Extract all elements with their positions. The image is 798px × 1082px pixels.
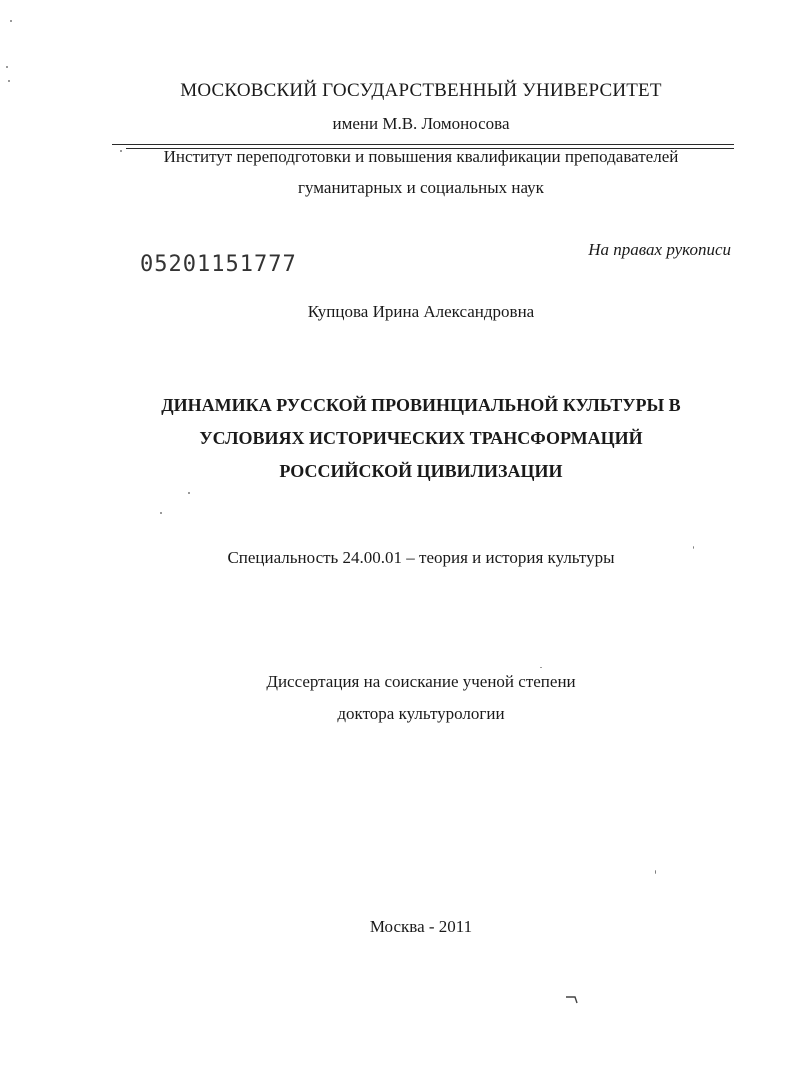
scan-speck	[8, 80, 10, 82]
institute-name-line-1: Институт переподготовки и повышения квалификации преподавателей	[163, 147, 679, 166]
scan-speck	[120, 150, 122, 152]
institute-name-line-2: гуманитарных и социальных наук	[298, 178, 544, 197]
university-named-after: имени М.В. Ломоносова	[332, 114, 510, 133]
scan-speck	[540, 667, 542, 668]
degree-line-1: Диссертация на соискание ученой степени	[266, 672, 576, 691]
header-rule-top	[112, 144, 734, 145]
scan-speck	[6, 66, 8, 68]
dissertation-title	[22, 389, 798, 488]
university-name: МОСКОВСКИЙ ГОСУДАРСТВЕННЫЙ УНИВЕРСИТЕТ	[180, 80, 662, 101]
title-line-3: РОССИЙСКОЙ ЦИВИЛИЗАЦИИ	[279, 461, 563, 481]
degree-line-2: доктора культурологии	[337, 704, 505, 723]
rights-note: На правах рукописи	[588, 240, 731, 259]
title-line-1: ДИНАМИКА РУССКОЙ ПРОВИНЦИАЛЬНОЙ КУЛЬТУРЫ В	[161, 395, 681, 415]
author-name: Купцова Ирина Александровна	[307, 302, 535, 321]
scan-speck	[160, 512, 162, 514]
scan-speck	[655, 870, 656, 874]
archive-stamp-number: 05201151777	[140, 252, 297, 277]
scan-speck	[693, 546, 694, 549]
scan-mark	[565, 992, 579, 1006]
scan-speck	[10, 20, 12, 22]
place-and-year: Москва - 2011	[369, 917, 473, 936]
specialty: Специальность 24.00.01 – теория и история культуры	[227, 548, 615, 567]
title-line-2: УСЛОВИЯХ ИСТОРИЧЕСКИХ ТРАНСФОРМАЦИЙ	[199, 428, 643, 448]
scan-speck	[188, 492, 190, 494]
